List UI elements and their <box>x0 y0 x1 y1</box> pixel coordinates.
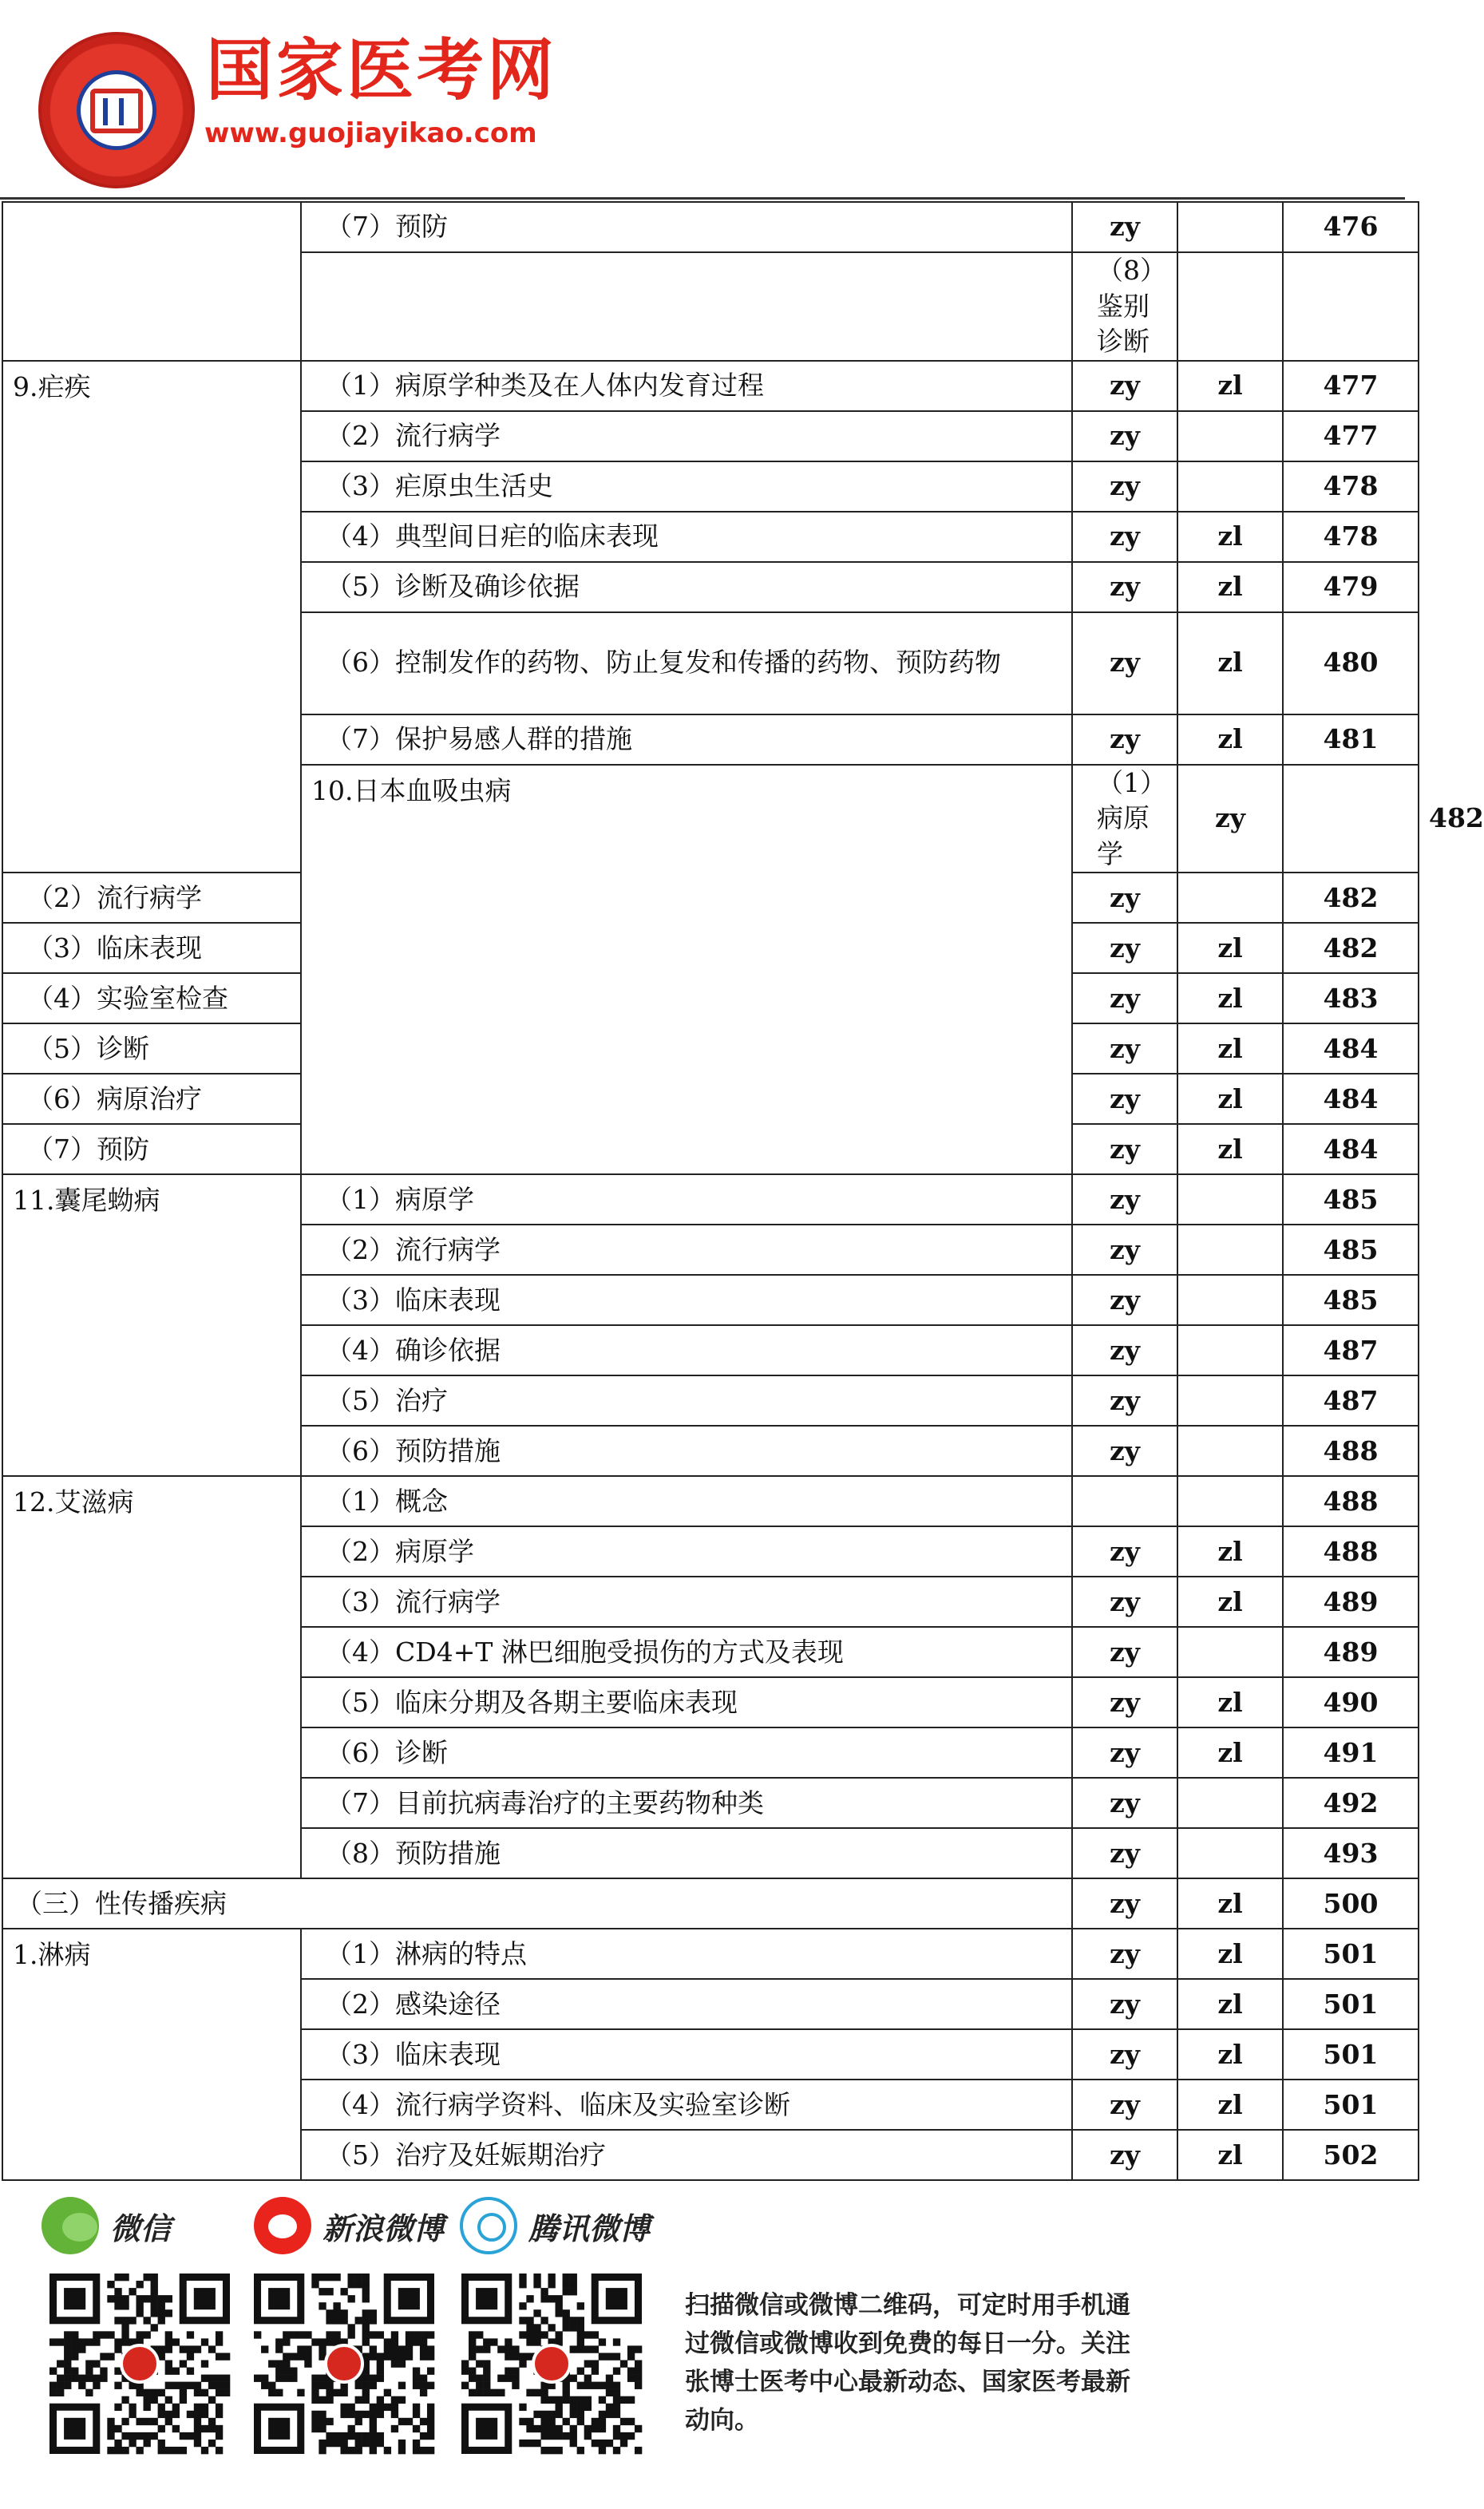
tencent-weibo-label-group <box>460 2194 650 2258</box>
page-number-cell: 484 <box>1283 1124 1419 1174</box>
zy-cell: zy <box>1072 1526 1177 1577</box>
zl-cell: zl <box>1177 1878 1283 1929</box>
zy-cell: zy <box>1072 1325 1177 1375</box>
page-number-cell: 501 <box>1283 2029 1419 2080</box>
zl-cell: zl <box>1177 2029 1283 2080</box>
page-number-cell: 485 <box>1283 1275 1419 1325</box>
page-number-cell: 477 <box>1283 361 1419 411</box>
topic-cell: 9.疟疾 <box>2 361 301 873</box>
page-number-cell: 478 <box>1283 461 1419 512</box>
qr-logo-icon <box>120 2344 160 2384</box>
zy-cell: zy <box>1072 461 1177 512</box>
zy-cell: zy <box>1072 1677 1177 1727</box>
item-cell: （4）CD4+T 淋巴细胞受损伤的方式及表现 <box>301 1627 1072 1677</box>
zy-cell: zy <box>1072 1577 1177 1627</box>
item-cell: （2）病原学 <box>301 1526 1072 1577</box>
zl-cell: zl <box>1177 1577 1283 1627</box>
item-cell: （5）诊断 <box>2 1023 301 1074</box>
tencent-weibo-qr-code[interactable] <box>461 2274 642 2454</box>
zl-cell: zl <box>1177 361 1283 411</box>
page-number-cell: 489 <box>1283 1627 1419 1677</box>
zy-cell: zy <box>1072 612 1177 714</box>
item-cell: （1）病原学种类及在人体内发育过程 <box>301 361 1072 411</box>
item-cell: （5）临床分期及各期主要临床表现 <box>301 1677 1072 1727</box>
page-number-cell: 483 <box>1283 973 1419 1023</box>
page-number-cell: 481 <box>1283 714 1419 765</box>
zl-cell <box>1283 252 1419 361</box>
zl-cell: zl <box>1177 1677 1283 1727</box>
page-footer <box>0 2187 1419 2507</box>
page-number-cell: 479 <box>1283 562 1419 612</box>
page-number-cell: 492 <box>1283 1778 1419 1828</box>
zy-cell: zy <box>1072 973 1177 1023</box>
zy-cell: zy <box>1072 1375 1177 1426</box>
table-row <box>2 361 1419 411</box>
zl-cell: zl <box>1177 2080 1283 2130</box>
topic-cell: 12.艾滋病 <box>2 1476 301 1878</box>
zl-cell: zl <box>1177 973 1283 1023</box>
zl-cell: zl <box>1177 1074 1283 1124</box>
zl-cell <box>1177 1275 1283 1325</box>
weibo-icon <box>254 2197 311 2254</box>
zy-cell: zy <box>1072 923 1177 973</box>
item-cell: （3）疟原虫生活史 <box>301 461 1072 512</box>
zy-cell: zy <box>1072 873 1177 923</box>
zl-cell: zl <box>1177 1727 1283 1778</box>
zy-cell: zy <box>1072 1174 1177 1225</box>
zl-cell <box>1177 1627 1283 1677</box>
zy-cell: zy <box>1072 411 1177 461</box>
page-number-cell: 490 <box>1283 1677 1419 1727</box>
topic-cell: 1.淋病 <box>2 1929 301 2180</box>
item-cell: （4）确诊依据 <box>301 1325 1072 1375</box>
zl-cell: zl <box>1177 612 1283 714</box>
zl-cell <box>1177 1828 1283 1878</box>
syllabus-table <box>2 201 1484 2181</box>
page-number-cell: 482 <box>1283 873 1419 923</box>
zy-cell: zy <box>1072 714 1177 765</box>
item-cell: （3）临床表现 <box>301 1275 1072 1325</box>
zl-cell: zl <box>1177 1526 1283 1577</box>
brand-url[interactable]: www.guojiayikao.com <box>204 117 537 149</box>
item-cell: （7）目前抗病毒治疗的主要药物种类 <box>301 1778 1072 1828</box>
item-cell: （3）临床表现 <box>2 923 301 973</box>
wechat-icon <box>42 2197 99 2254</box>
wechat-label-group <box>42 2194 171 2258</box>
zy-cell: zy <box>1072 1979 1177 2029</box>
item-cell: （2）流行病学 <box>301 411 1072 461</box>
brand-name: 国家医考网 <box>206 31 558 109</box>
page-number-cell: 488 <box>1283 1526 1419 1577</box>
page-number-cell: 487 <box>1283 1325 1419 1375</box>
zy-cell: zy <box>1072 2029 1177 2080</box>
page-header <box>0 0 1419 192</box>
page-number-cell: 477 <box>1283 411 1419 461</box>
zl-cell <box>1177 202 1283 252</box>
table-row <box>2 1929 1419 1979</box>
page-number-cell: 485 <box>1283 1174 1419 1225</box>
item-cell: （8）预防措施 <box>301 1828 1072 1878</box>
page-number-cell: 478 <box>1283 512 1419 562</box>
page-number-cell: 482 <box>1283 923 1419 973</box>
zl-cell: zl <box>1177 1929 1283 1979</box>
zl-cell: zl <box>1177 1023 1283 1074</box>
zl-cell <box>1177 1375 1283 1426</box>
zl-cell <box>1177 461 1283 512</box>
page-number-cell: 484 <box>1283 1074 1419 1124</box>
zl-cell: zl <box>1177 2130 1283 2180</box>
item-cell: （5）治疗 <box>301 1375 1072 1426</box>
zl-cell: zl <box>1177 562 1283 612</box>
zl-cell <box>1177 1476 1283 1526</box>
item-cell: （5）治疗及妊娠期治疗 <box>301 2130 1072 2180</box>
zy-cell: zy <box>1072 1878 1177 1929</box>
zy-cell: zy <box>1072 562 1177 612</box>
zy-cell: zy <box>1072 1727 1177 1778</box>
item-cell: （7）预防 <box>2 1124 301 1174</box>
zy-cell: zy <box>1072 1023 1177 1074</box>
qr-logo-icon <box>532 2344 572 2384</box>
zy-cell <box>1177 252 1283 361</box>
syllabus-table-body <box>2 202 1484 2180</box>
item-cell: （2）流行病学 <box>301 1225 1072 1275</box>
topic-cell <box>301 252 1072 361</box>
zl-cell: zl <box>1177 714 1283 765</box>
page-number-cell: 480 <box>1283 612 1419 714</box>
logo-emblem <box>77 70 156 150</box>
item-cell: （2）感染途径 <box>301 1979 1072 2029</box>
zy-cell: zy <box>1072 1225 1177 1275</box>
tencent-weibo-icon <box>460 2197 517 2254</box>
zl-cell <box>1177 411 1283 461</box>
page-number-cell: 501 <box>1283 2080 1419 2130</box>
page-number-cell: 500 <box>1283 1878 1419 1929</box>
table-row <box>2 202 1419 252</box>
item-cell: （3）流行病学 <box>301 1577 1072 1627</box>
item-cell: （1）概念 <box>301 1476 1072 1526</box>
page-number-cell: 487 <box>1283 1375 1419 1426</box>
zl-cell <box>1283 765 1419 873</box>
tencent-weibo-label: 腾讯微博 <box>528 2210 651 2246</box>
zl-cell <box>1177 1225 1283 1275</box>
zl-cell: zl <box>1177 512 1283 562</box>
item-cell: （6）控制发作的药物、防止复发和传播的药物、预防药物 <box>301 612 1072 714</box>
page-number-cell: 488 <box>1283 1476 1419 1526</box>
item-cell: （4）流行病学资料、临床及实验室诊断 <box>301 2080 1072 2130</box>
table-row <box>2 1476 1419 1526</box>
zl-cell <box>1177 1778 1283 1828</box>
topic-cell <box>2 202 301 361</box>
zl-cell <box>1177 1174 1283 1225</box>
topic-cell: 11.囊尾蚴病 <box>2 1174 301 1476</box>
item-cell: （7）预防 <box>301 202 1072 252</box>
page-number-cell: 489 <box>1283 1577 1419 1627</box>
zy-cell: zy <box>1072 1778 1177 1828</box>
page-number-cell: 485 <box>1283 1225 1419 1275</box>
page-number-cell: 476 <box>1283 202 1419 252</box>
item-cell: （5）诊断及确诊依据 <box>301 562 1072 612</box>
item-cell: （3）临床表现 <box>301 2029 1072 2080</box>
footer-note: 扫描微信或微博二维码，可定时用手机通过微信或微博收到免费的每日一分。关注张博士医考中心最新动态、国家医考最新动向。 <box>685 2291 1130 2436</box>
page-number-cell: 501 <box>1283 1929 1419 1979</box>
header-divider <box>0 197 1405 200</box>
zy-cell: zy <box>1072 1627 1177 1677</box>
section-heading-cell: （三）性传播疾病 <box>2 1878 1072 1929</box>
zy-cell: zy <box>1072 1074 1177 1124</box>
item-cell: （4）典型间日疟的临床表现 <box>301 512 1072 562</box>
zl-cell: zl <box>1177 923 1283 973</box>
weibo-label-group <box>254 2194 444 2258</box>
item-cell: （4）实验室检查 <box>2 973 301 1023</box>
zy-cell: zy <box>1072 512 1177 562</box>
item-cell: （2）流行病学 <box>2 873 301 923</box>
zl-cell <box>1177 1426 1283 1476</box>
qr-logo-icon <box>324 2344 364 2384</box>
wechat-qr-code[interactable] <box>49 2274 230 2454</box>
item-cell: （8）鉴别诊断 <box>1072 252 1177 361</box>
weibo-label: 新浪微博 <box>323 2210 445 2246</box>
page-number-cell: 502 <box>1283 2130 1419 2180</box>
item-cell: （6）病原治疗 <box>2 1074 301 1124</box>
item-cell: （1）淋病的特点 <box>301 1929 1072 1979</box>
page-number-cell: 491 <box>1283 1727 1419 1778</box>
zy-cell <box>1072 1476 1177 1526</box>
page-number-cell: 501 <box>1283 1979 1419 2029</box>
zy-cell: zy <box>1072 1124 1177 1174</box>
item-cell: （6）诊断 <box>301 1727 1072 1778</box>
item-cell: （1）病原学 <box>1072 765 1177 873</box>
zy-cell: zy <box>1072 1426 1177 1476</box>
zy-cell: zy <box>1072 361 1177 411</box>
item-cell: （7）保护易感人群的措施 <box>301 714 1072 765</box>
weibo-qr-code[interactable] <box>254 2274 434 2454</box>
item-cell: （1）病原学 <box>301 1174 1072 1225</box>
zy-cell: zy <box>1072 1929 1177 1979</box>
logo-seal-icon <box>38 32 195 188</box>
page-number-cell: 493 <box>1283 1828 1419 1878</box>
zy-cell: zy <box>1072 2080 1177 2130</box>
page-number-cell: 488 <box>1283 1426 1419 1476</box>
item-cell: （6）预防措施 <box>301 1426 1072 1476</box>
topic-cell: 10.日本血吸虫病 <box>301 765 1072 1175</box>
zy-cell: zy <box>1072 1275 1177 1325</box>
zy-cell: zy <box>1072 1828 1177 1878</box>
zl-cell: zl <box>1177 1979 1283 2029</box>
zl-cell <box>1177 1325 1283 1375</box>
zy-cell: zy <box>1072 2130 1177 2180</box>
table-row <box>2 1878 1419 1929</box>
wechat-label: 微信 <box>110 2210 172 2246</box>
table-row <box>2 1174 1419 1225</box>
zy-cell: zy <box>1072 202 1177 252</box>
table-row: 10.日本血吸虫病 （1）病原学 zy 482 <box>2 765 1419 873</box>
page-number-cell: 484 <box>1283 1023 1419 1074</box>
zl-cell: zl <box>1177 1124 1283 1174</box>
zl-cell <box>1177 873 1283 923</box>
zy-cell: zy <box>1177 765 1283 873</box>
